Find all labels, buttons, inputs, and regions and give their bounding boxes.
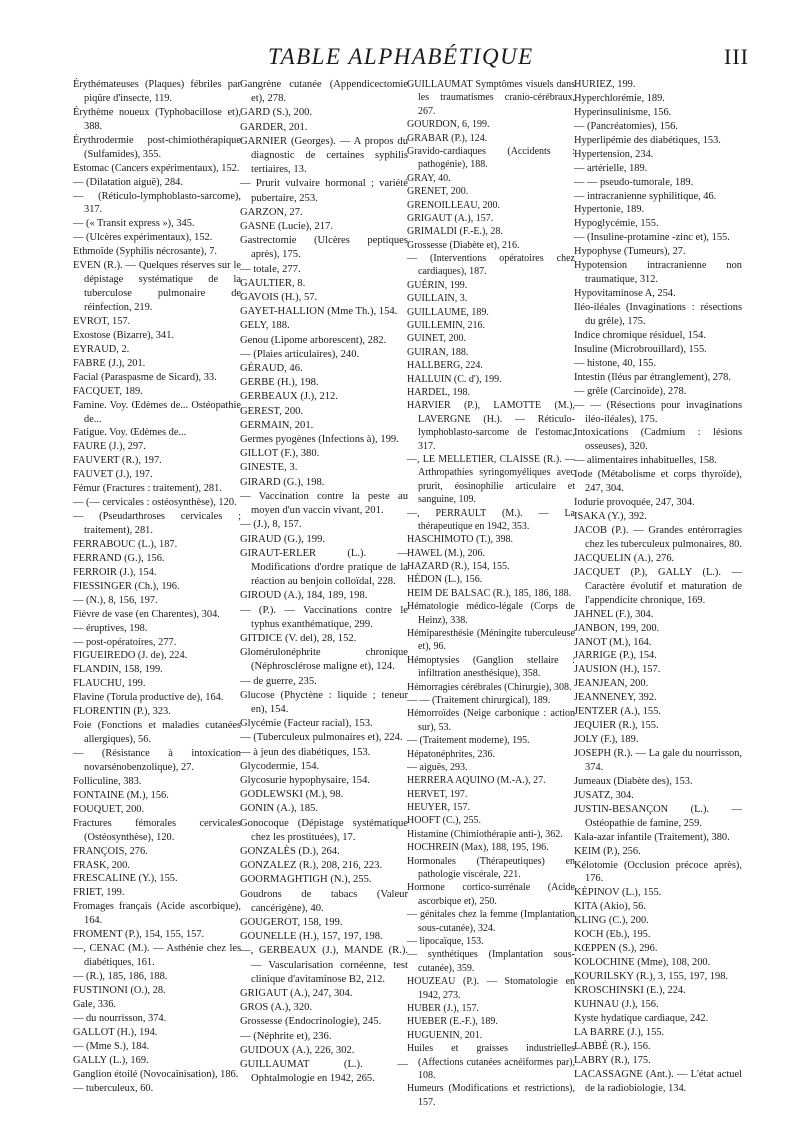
index-entry: — — pseudo-tumorale, 189. [574, 176, 694, 188]
index-entry: KUHNAU (J.), 156. [574, 998, 659, 1010]
index-entry: ISAKA (Y.), 392. [574, 511, 647, 523]
index-entry: — (Mme S.), 184. [73, 1040, 150, 1052]
index-entry: GOUGEROT, 158, 199. [240, 916, 343, 928]
index-entry: GITDICE (V. del), 28, 152. [240, 632, 357, 644]
index-entry: GIRAUT-ERLER (L.). — Modifications d'ordre pratique de la réaction au benjoin colloïdal, 228. [240, 547, 408, 588]
index-entry: — (Dilatation aiguë), 284. [73, 176, 183, 188]
index-entry: Hématologie médico-légale (Corps de Heinz), 338. [407, 601, 575, 626]
index-entry: GRIGAUT (A.), 247, 304. [240, 988, 353, 999]
page-title: TABLE ALPHABÉTIQUE [268, 44, 534, 69]
index-entry: JUSATZ, 304. [574, 789, 634, 801]
index-entry: Foie (Fonctions et maladies cutanées allergiques), 56. [73, 720, 241, 746]
index-entry: — (Pancréatomies), 156. [574, 120, 678, 132]
index-entry: — (« Transit express »), 345. [73, 218, 195, 230]
index-entry: HÉDON (L.), 156. [407, 574, 483, 586]
index-entry: FAUVERT (R.), 197. [73, 455, 162, 467]
index-entry: FRASK, 200. [73, 859, 130, 871]
index-entry: Facial (Paraspasme de Sicard), 33. [73, 371, 217, 383]
index-entry: Fièvre de vase (en Charentes), 304. [73, 608, 220, 620]
index-entry: — histone, 40, 155. [574, 357, 656, 369]
index-entry: — intracranienne syphilitique, 46. [574, 190, 717, 202]
index-entry: GIRARD (G.), 198. [240, 476, 325, 488]
index-entry: GRIMALDI (F.-E.), 28. [407, 226, 503, 238]
index-entry: Glomérulonéphrite chronique (Néphrosclérose maligne et), 124. [240, 647, 408, 673]
index-entry: GRAY, 40. [407, 172, 451, 184]
index-column-1 [73, 78, 241, 1095]
index-entry: — alimentaires inhabituelles, 158. [574, 455, 717, 467]
index-entry: GAYET-HALLION (Mme Th.), 154. [240, 306, 398, 318]
index-entry: HARVIER (P.), LAMOTTE (M.), LAVERGNE (H.). — Réticulo-lymphoblasto-sarcome de l'estomac, 317. [407, 400, 575, 452]
index-entry: Glucose (Phyctène : liquide ; teneur en), 154. [240, 689, 408, 715]
index-entry: — (Réticulo-lymphoblasto-sarcome), 317. [73, 190, 241, 216]
index-entry: Kyste hydatique cardiaque, 242. [574, 1012, 709, 1024]
index-entry: Fromages français (Acide ascorbique), 164. [73, 901, 241, 927]
index-entry: HOOFT (C.), 255. [407, 815, 481, 827]
index-entry: JOSEPH (R.). — La gale du nourrisson, 374. [574, 748, 742, 773]
index-entry: GAVOIS (H.), 57. [240, 292, 318, 304]
index-entry: — de guerre, 235. [240, 675, 317, 687]
index-entry: FERRABOUC (L.), 187. [73, 538, 178, 550]
index-entry: JENTZER (A.), 155. [574, 706, 661, 718]
index-entry: Histamine (Chimiothérapie anti-), 362. [407, 828, 563, 840]
index-entry: Kélotomie (Occlusion précoce après), 176. [574, 859, 742, 885]
index-entry: GUILLAIN, 3. [407, 293, 468, 305]
index-entry: GUÉRIN, 199. [407, 279, 468, 291]
index-entry: FRANÇOIS, 276. [73, 845, 148, 857]
index-entry: Érythème noueux (Typhobacillose et), 388. [73, 106, 241, 132]
index-entry: — (J.), 8, 157. [240, 519, 302, 531]
index-entry: FLAUCHU, 199. [73, 678, 146, 690]
index-entry: Glycémie (Facteur racial), 153. [240, 718, 373, 730]
index-entry: Intestin (Iléus par étranglement), 278. [574, 371, 731, 383]
index-entry: Humeurs (Modifications et restrictions), 157. [407, 1083, 575, 1108]
index-entry: JACOB (P.). — Grandes entérorragies chez les tuberculeux pulmonaires, 80. [574, 525, 742, 550]
index-entry: Folliculine, 383. [73, 775, 142, 787]
index-entry: JAHNEL (F.), 304. [574, 608, 654, 620]
page-number: III [724, 44, 749, 69]
index-entry: FERROIR (J.), 154. [73, 566, 157, 578]
index-entry: GONZALÈS (D.), 264. [240, 845, 340, 857]
index-entry: FAUVET (J.), 197. [73, 469, 153, 481]
index-entry: FONTAINE (M.), 156. [73, 789, 169, 801]
index-entry: JOLY (F.), 189. [574, 734, 639, 746]
index-entry: Huiles et graisses industrielles (Affections cutanées acnéiformes par), 108. [407, 1043, 575, 1081]
index-entry: Famine. Voy. Œdèmes de... Ostéopathie de... [73, 399, 241, 425]
index-entry: GOURDON, 6, 199. [407, 119, 490, 131]
index-entry: GODLEWSKI (M.), 98. [240, 789, 344, 801]
index-entry: JACQUELIN (A.), 276. [574, 552, 675, 564]
index-entry: KLING (C.), 200. [574, 915, 649, 927]
index-entry: —, LE MELLETIER, CLAISSE (R.). — Arthropathies syringomyéliques avec prurit, éosinophilie articulaire et sanguine, 109. [407, 453, 575, 506]
index-entry: JANBON, 199, 200. [574, 622, 660, 634]
index-entry: Fatigue. Voy. Œdèmes de... [73, 427, 187, 439]
index-entry: LABRY (R.), 175. [574, 1054, 651, 1066]
index-entry: Hémorragies cérébrales (Chirurgie), 308. [407, 681, 572, 693]
index-entry: Glycosurie hypophysaire, 154. [240, 774, 371, 786]
index-entry: GRENOILLEAU, 200. [407, 199, 501, 211]
index-entry: FROMENT (P.), 154, 155, 157. [73, 929, 205, 941]
index-entry: HEIM DE BALSAC (R.), 185, 186, 188. [407, 587, 572, 599]
index-entry: Gravido-cardiaques (Accidents : pathogénie), 188. [407, 145, 575, 171]
index-entry: FLANDIN, 158, 199. [73, 664, 163, 676]
index-entry: GUIRAN, 188. [407, 346, 469, 358]
index-entry: GRENET, 200. [407, 186, 469, 198]
index-entry: Hypertonie, 189. [574, 204, 645, 216]
index-entry: Flavine (Torula productive de), 164. [73, 692, 224, 704]
index-entry: — (Interventions opératoires chez cardiaques), 187. [407, 253, 575, 278]
index-entry: — synthétiques (Implantation sous-cutanée), 359. [407, 949, 575, 974]
index-entry: KEIM (P.), 256. [574, 845, 641, 857]
index-entry: Érythrodermie post-chimiothérapique (Sulfamides), 355. [73, 134, 241, 160]
index-entry: Grossesse (Diabète et), 216. [407, 239, 520, 251]
index-entry: Glycodermie, 154. [240, 760, 320, 772]
index-entry: FUSTINONI (O.), 28. [73, 984, 166, 996]
index-entry: — aiguës, 293. [407, 761, 468, 773]
index-entry: — à jeun des diabétiques, 153. [240, 746, 371, 758]
index-entry: HARDEL, 198. [407, 386, 471, 398]
index-entry: FRIET, 199. [73, 887, 125, 899]
index-entry: FIESSINGER (Ch.), 196. [73, 580, 180, 592]
index-entry: HEUYER, 157. [407, 802, 471, 814]
index-entry: FABRE (J.), 201. [73, 357, 146, 369]
index-entry: — grêle (Carcinoïde), 278. [574, 385, 687, 397]
index-entry: Iode (Métabolisme et corps thyroïde), 247, 304. [574, 469, 742, 495]
index-entry: — (Néphrite et), 236. [240, 1030, 332, 1042]
index-entry: JACQUET (P.), GALLY (L.). — Caractère évolutif et maturation de l'appendicite chronique, 169. [574, 566, 742, 606]
index-entry: — (Pseudarthroses cervicales ; traitement), 281. [73, 511, 241, 536]
index-entry: HUEBER (E.-F.), 189. [407, 1016, 498, 1028]
index-entry: GONIN (A.), 185. [240, 803, 318, 815]
index-entry: GINESTE, 3. [240, 462, 298, 474]
index-entry: Gangrène cutanée (Appendicectomie et), 278. [240, 79, 408, 105]
index-entry: — tuberculeux, 60. [73, 1082, 154, 1094]
index-entry: GROS (A.), 320. [240, 1002, 313, 1014]
index-entry: HOCHREIN (Max), 188, 195, 196. [407, 842, 549, 854]
index-entry: HASCHIMOTO (T.), 398. [407, 534, 514, 546]
index-entry: EVEN (R.). — Quelques réserves sur le dépistage systématique de la tuberculose pulmonaire de réinfection, 219. [73, 260, 241, 313]
index-entry: HALLBERG, 224. [407, 360, 483, 372]
index-entry: KOURILSKY (R.), 3, 155, 197, 198. [574, 971, 729, 982]
index-entry: KOLOCHINE (Mme), 108, 200. [574, 957, 711, 969]
index-entry: — — (Résections pour invaginations iléo-iléales), 175. [574, 399, 742, 425]
index-entry: — (Ulcères expérimentaux), 152. [73, 232, 213, 244]
index-entry: —, CENAC (M.). — Asthénie chez les diabétiques, 161. [73, 943, 241, 969]
index-entry: GUILLEMIN, 216. [407, 320, 486, 332]
index-entry: — (Tuberculeux pulmonaires et), 224. [240, 732, 403, 744]
index-entry: GARNIER (Georges). — A propos du diagnostic de certaines syphilis tertiaires, 13. [240, 135, 408, 176]
index-entry: GRABAR (P.), 124. [407, 132, 488, 144]
index-entry: Hypovitaminose A, 254. [574, 288, 676, 300]
index-entry: Fractures fémorales cervicales (Ostéosynthèse), 120. [73, 817, 241, 843]
index-entry: — Vaccination contre la peste au moyen d'un vaccin vivant, 201. [240, 490, 408, 517]
index-entry: FRESCALINE (Y.), 155. [73, 873, 178, 885]
index-entry: Fémur (Fractures : traitement), 281. [73, 483, 222, 495]
index-entry: — (N.), 8, 156, 197. [73, 594, 158, 606]
index-entry: KÉPINOV (L.), 155. [574, 887, 662, 899]
index-entry: GAULTIER, 8. [240, 277, 306, 289]
index-entry: GOUNELLE (H.), 157, 197, 198. [240, 931, 383, 943]
index-entry: Estomac (Cancers expérimentaux), 152. [73, 162, 240, 174]
index-entry: Iodurie provoquée, 247, 304. [574, 497, 695, 509]
index-entry: GALLY (L.), 169. [73, 1054, 149, 1066]
index-entry: FAURE (J.), 297. [73, 441, 146, 453]
index-entry: GARDER, 201. [240, 121, 308, 133]
index-entry: — totale, 277. [240, 263, 301, 275]
index-entry: JEQUIER (R.), 155. [574, 720, 659, 732]
index-entry: — génitales chez la femme (Implantation sous-cutanée), 324. [407, 909, 575, 934]
index-entry: JANOT (M.), 164. [574, 636, 652, 648]
index-entry: Hyperchlorémie, 189. [574, 92, 665, 104]
index-entry: Érythémateuses (Plaques) fébriles par piqûre d'insecte, 119. [73, 79, 241, 104]
index-entry: Iléo-iléales (Invaginations : résections du grêle), 175. [574, 302, 742, 327]
index-entry: GRIGAUT (A.), 157. [407, 212, 494, 224]
index-entry: GIROUD (A.), 184, 189, 198. [240, 590, 368, 602]
index-entry: GERBEAUX (J.), 212. [240, 391, 338, 403]
index-entry: Exostose (Bizarre), 341. [73, 329, 174, 341]
index-entry: LA BARRE (J.), 155. [574, 1026, 665, 1038]
index-entry: Hormonales (Thérapeutiques) en pathologie viscérale, 221. [407, 855, 575, 881]
index-entry: GOORMAGHTIGH (N.), 255. [240, 874, 372, 886]
index-entry: Goudrons de tabacs (Valeur cancérigène), 40. [240, 888, 408, 914]
index-entry: LACASSAGNE (Ant.). — L'état actuel de la radiobiologie, 134. [574, 1068, 742, 1094]
index-entry: — éruptives, 198. [73, 622, 148, 634]
index-entry: GEREST, 200. [240, 405, 304, 417]
index-entry: HERVET, 197. [407, 788, 468, 800]
index-entry: JEANJEAN, 200. [574, 678, 649, 690]
index-entry: Hémiparesthésie (Méningite tuberculeuse et), 96. [407, 628, 575, 653]
index-entry: — (P.). — Vaccinations contre le typhus exanthématique, 299. [240, 604, 408, 630]
index-entry: Hypoglycémie, 155. [574, 218, 659, 230]
index-entry: EYRAUD, 2. [73, 343, 130, 355]
index-entry: GARD (S.), 200. [240, 107, 313, 119]
index-entry: Hypotension intracranienne non traumatique, 312. [574, 260, 742, 286]
index-entry: GERMAIN, 201. [240, 419, 314, 431]
index-entry: Insuline (Microbrouillard), 155. [574, 343, 707, 355]
index-entry: Hémoptysies (Ganglion stellaire : infiltration anesthésique), 358. [407, 654, 575, 680]
index-entry: FOUQUET, 200. [73, 803, 145, 815]
index-entry: Hépatonéphrites, 236. [407, 748, 496, 760]
index-entry: — — (Traitement chirurgical), 189. [407, 694, 551, 706]
index-entry: HERRERA AQUINO (M.-A.), 27. [407, 775, 546, 787]
index-entry: GUILLAUME, 189. [407, 306, 489, 318]
index-entry: Indice chromique résiduel, 154. [574, 329, 706, 341]
index-entry: — (Traitement moderne), 195. [407, 735, 530, 747]
index-entry: GALLOT (H.), 194. [73, 1026, 158, 1038]
index-entry: LABBÉ (R.), 156. [574, 1040, 651, 1052]
index-entry: GILLOT (F.), 380. [240, 448, 320, 460]
index-entry: — (R.), 185, 186, 188. [73, 971, 168, 982]
index-entry: — post-opératoires, 277. [73, 636, 177, 648]
index-entry: — (— cervicales : ostéosynthèse), 120. [73, 497, 237, 509]
index-entry: — du nourrisson, 374. [73, 1012, 167, 1024]
index-entry: HAZARD (R.), 154, 155. [407, 561, 510, 573]
index-entry: Genou (Lipome arborescent), 282. [240, 334, 387, 346]
index-entry: Gonocoque (Dépistage systématique chez les prostituées), 17. [240, 817, 408, 843]
index-entry: FIGUEIREDO (J. de), 224. [73, 650, 188, 662]
index-entry: — Prurit vulvaire hormonal ; variété pubertaire, 253. [240, 178, 408, 204]
index-entry: Hypophyse (Tumeurs), 27. [574, 246, 686, 258]
index-entry: GARZON, 27. [240, 206, 303, 218]
index-entry: GIRAUD (G.), 199. [240, 533, 326, 545]
index-entry: KŒPPEN (S.), 296. [574, 943, 658, 955]
index-entry: GÉRAUD, 46. [240, 363, 303, 375]
index-entry: KOCH (Eb.), 195. [574, 929, 651, 941]
index-entry: KROSCHINSKI (E.), 224. [574, 984, 686, 996]
index-entry: KITA (Akio), 56. [574, 901, 646, 913]
index-entry: HALLUIN (C. d'), 199. [407, 373, 502, 385]
index-entry: EVROT, 157. [73, 315, 131, 327]
index-entry: Gastrectomie (Ulcères peptiques après), 175. [240, 235, 408, 261]
index-entry: Hormone cortico-surrénale (Acide ascorbique et), 250. [407, 882, 575, 907]
index-entry: JEANNENEY, 392. [574, 692, 657, 704]
index-entry: FLORENTIN (P.), 323. [73, 706, 171, 718]
index-entry: FERRAND (G.), 156. [73, 552, 165, 564]
page-header [0, 38, 800, 78]
index-entry: Hémorroïdes (Neige carbonique : action sur), 53. [407, 708, 575, 733]
index-entry: GERBE (H.), 198. [240, 377, 319, 389]
index-entry: HUBER (J.), 157. [407, 1002, 479, 1014]
index-entry: Grossesse (Endocrinologie), 245. [240, 1016, 382, 1028]
index-entry: Germes pyogènes (Infections à), 199. [240, 434, 399, 446]
index-column-3 [407, 78, 575, 1109]
index-entry: Hypertension, 234. [574, 148, 654, 160]
index-entry: Intoxications (Cadmium : lésions osseuses), 320. [574, 427, 742, 453]
index-entry: JAUSION (H.), 157. [574, 664, 661, 676]
index-entry: GUILLAUMAT Symptômes visuels dans les traumatismes cranio-cérébraux, 267. [407, 79, 575, 117]
index-entry: HOUZEAU (P.). — Stomatologie en 1942, 273. [407, 976, 575, 1001]
index-entry: — artérielle, 189. [574, 162, 648, 174]
index-entry: —, GERBEAUX (J.), MANDE (R.). — Vascularisation cornéenne, test clinique d'avitaminose B2, 212. [240, 945, 408, 985]
index-entry: GUINET, 200. [407, 333, 466, 345]
index-entry: GUILLAUMAT (L.). — Ophtalmologie en 1942, 265. [240, 1059, 408, 1085]
index-entry: GUIDOUX (A.), 226, 302. [240, 1044, 355, 1056]
index-entry: FACQUET, 189. [73, 385, 143, 397]
index-entry: — (Plaies articulaires), 240. [240, 348, 360, 360]
index-entry: Kala-azar infantile (Traitement), 380. [574, 831, 730, 843]
index-entry: Ethmoïde (Syphilis nécrosante), 7. [73, 246, 217, 258]
index-entry: HURIEZ, 199. [574, 79, 636, 90]
index-column-4 [574, 78, 742, 1095]
index-entry: HAWEL (M.), 206. [407, 547, 485, 559]
index-entry: — lipocaïque, 153. [407, 936, 484, 947]
index-column-2 [240, 78, 408, 1086]
index-entry: Gale, 336. [73, 998, 116, 1010]
index-entry: Jumeaux (Diabète des), 153. [574, 775, 693, 787]
index-entry: Ganglion étoilé (Novocaïnisation), 186. [73, 1068, 239, 1080]
index-entry: GONZALEZ (R.), 208, 216, 223. [240, 860, 383, 872]
index-entry: — (Insuline-protamine -zinc et), 155. [574, 232, 730, 244]
index-entry: Hyperlipémie des diabétiques, 153. [574, 134, 721, 146]
index-entry: GASNE (Lucie), 217. [240, 221, 333, 233]
index-entry: Hyperinsulinisme, 156. [574, 106, 672, 118]
index-entry: GELY, 188. [240, 320, 290, 332]
index-entry: JUSTIN-BESANÇON (L.). — Ostéopathie de famine, 259. [574, 803, 742, 829]
index-entry: HUGUENIN, 201. [407, 1029, 483, 1041]
index-entry: — (Résistance à intoxication novarsénobenzolique), 27. [73, 748, 241, 773]
index-entry: —, PERRAULT (M.). — La thérapeutique en 1942, 353. [407, 507, 575, 532]
index-entry: JARRIGE (P.), 154. [574, 650, 657, 662]
